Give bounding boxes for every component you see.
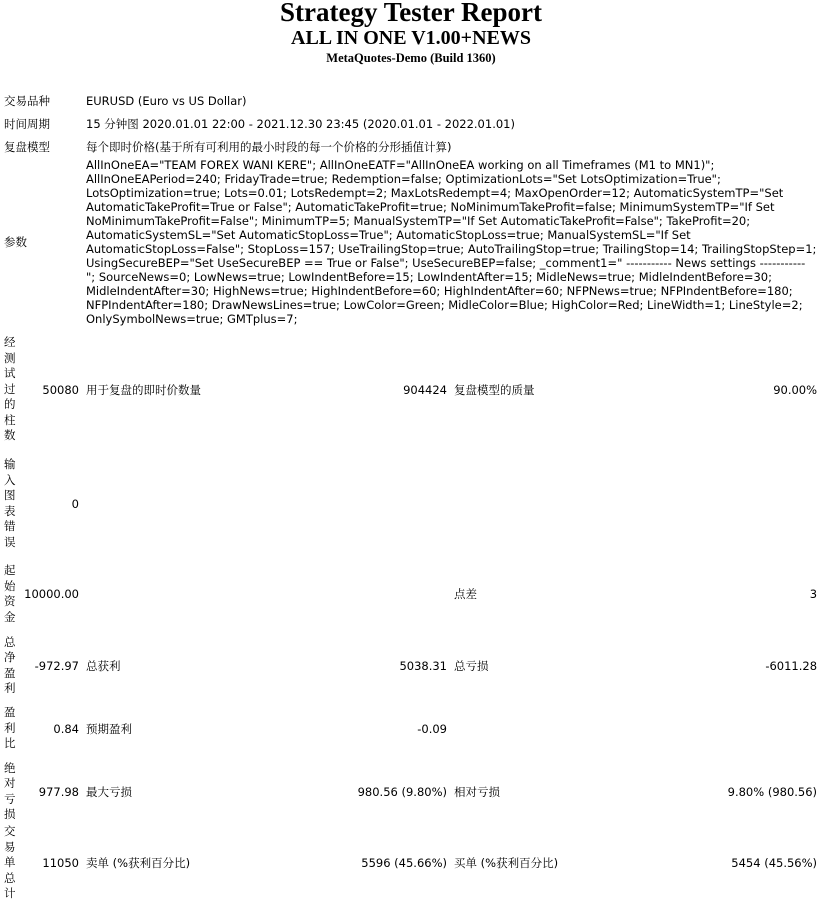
total-trades-label: 交易单总计	[4, 824, 16, 901]
max-drawdown-label: 最大亏损	[86, 784, 132, 799]
params-value: AllInOneEA="TEAM FOREX WANI KERE"; AllInOneEATF="AllInOneEA working on all Timeframes (M1 to MN1)"; AllInOneEAPeriod=240; FridayTrade=true; Redemption=false; OptimizationLots="Set LotsOptimization=True"; LotsOptimization=true; Lots=0.01; LotsRedempt=2; MaxLotsRedempt=4; MaxOpenOrder=12; AutomaticSystemTP="Set AutomaticTakeProfit=True or False"; AutomaticTakeProfit=true; NoMinimumTakeProfit=false; MinimumSystemTP="If Set NoMinimumTakeProfit=False"; MinimumTP=5; ManualSystemTP="If Set AutomaticTakeProfit=False"; TakeProfit=20; AutomaticSystemSL="Set AutomaticStopLoss=True"; AutomaticStopLoss=true; ManualSystemSL="If Set AutomaticStopLoss=False"; StopLoss=157; UseTrailingStop=true; AutoTrailingStop=true; TrailingStop=14; TrailingStopStep=1; UsingSecureBEP="Set UseSecureBEP == True or False"; UseSecureBEP=false; _comment1=" ----------- News settings ----------- "; SourceNews=0; LowNews=true; LowIndentBefore=15; LowIndentAfter=15; MidleNews=true; MidleIndentBefore=30; MidleIndentAfter=30; HighNews=true; HighIndentBefore=60; HighIndentAfter=60; NFPNews=true; NFPIndentBefore=180; NFPIndentAfter=180; DrawNewsLines=true; LowColor=Green; MidleColor=Blue; HighColor=Red; LineWidth=1; LineStyle=2; OnlySymbolNews=true; GMTplus=7;	[86, 158, 817, 326]
absolute-drawdown-value: 977.98	[38, 784, 79, 799]
table-row	[0, 453, 820, 554]
profit-factor-label: 盈利比	[4, 705, 16, 751]
short-positions-value: 5596 (45.66%)	[361, 856, 447, 870]
relative-drawdown-value: 9.80% (980.56)	[727, 784, 818, 799]
gross-profit-label: 总获利	[86, 658, 121, 673]
table-row	[0, 112, 820, 135]
table-row	[0, 760, 820, 823]
net-profit-label: 总净盈利	[4, 634, 16, 695]
period-label: 时间周期	[4, 116, 50, 131]
gross-loss-label: 总亏损	[454, 658, 489, 673]
absolute-drawdown-label: 绝对亏损	[4, 760, 16, 821]
params-label: 参数	[4, 235, 27, 249]
ticks-value: 904424	[403, 382, 447, 397]
long-positions-label: 买单 (%获利百分比)	[454, 856, 559, 870]
symbol-label: 交易品种	[4, 93, 50, 108]
table-row	[0, 697, 820, 760]
net-profit-value: -972.97	[34, 658, 79, 673]
table-row	[0, 89, 820, 112]
gross-loss-value: -6011.28	[765, 658, 818, 673]
quality-value: 90.00%	[773, 382, 818, 397]
expert-name: ALL IN ONE V1.00+NEWS	[291, 27, 531, 49]
table-row	[0, 135, 820, 158]
expected-payoff-label: 预期盈利	[86, 721, 132, 736]
symbol-value: EURUSD (Euro vs US Dollar)	[86, 93, 247, 108]
quality-label: 复盘模型的质量	[454, 382, 535, 397]
build-info: MetaQuotes-Demo (Build 1360)	[326, 51, 496, 65]
table-row	[0, 158, 820, 326]
model-value: 每个即时价格(基于所有可利用的最小时段的每一个价格的分形插值计算)	[86, 139, 452, 154]
expected-payoff-value: -0.09	[417, 721, 447, 736]
report-table	[0, 89, 820, 903]
deposit-label: 起始资金	[4, 563, 16, 624]
profit-factor-value: 0.84	[53, 721, 79, 736]
bars-label: 经测试过的柱数	[4, 335, 16, 443]
gross-profit-value: 5038.31	[399, 658, 447, 673]
long-positions-value: 5454 (45.56%)	[731, 856, 818, 870]
total-trades-value: 11050	[42, 856, 79, 870]
period-value: 15 分钟图 2020.01.01 22:00 - 2021.12.30 23:45 (2020.01.01 - 2022.01.01)	[86, 116, 515, 131]
errors-label: 输入图表错误	[4, 457, 16, 549]
model-label: 复盘模型	[4, 139, 50, 154]
short-positions-label: 卖单 (%获利百分比)	[86, 856, 191, 870]
spread-value: 3	[809, 587, 818, 601]
ticks-label: 用于复盘的即时价数量	[86, 382, 201, 397]
deposit-value: 10000.00	[24, 587, 79, 601]
errors-value: 0	[71, 496, 79, 511]
relative-drawdown-label: 相对亏损	[454, 784, 500, 799]
spread-label: 点差	[454, 587, 477, 601]
table-row	[0, 634, 820, 697]
max-drawdown-value: 980.56 (9.80%)	[357, 784, 447, 799]
report-title: Strategy Tester Report	[280, 0, 542, 27]
bars-value: 50080	[42, 382, 79, 397]
table-row	[0, 326, 820, 453]
table-row	[0, 554, 820, 634]
table-row	[0, 823, 820, 903]
